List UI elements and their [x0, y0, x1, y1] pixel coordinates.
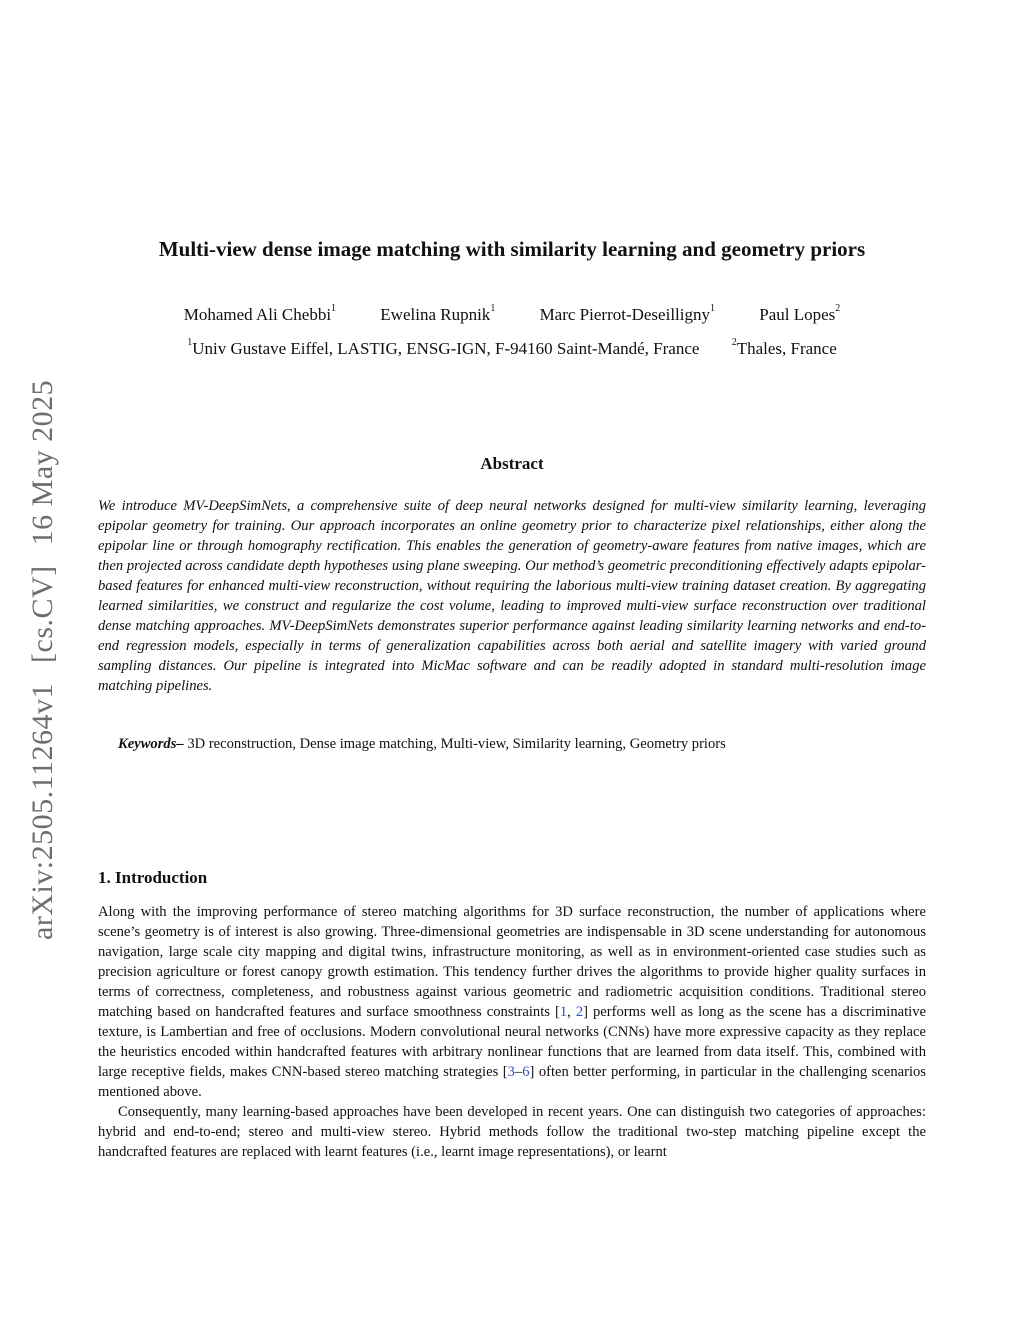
affiliation-list [0, 339, 1024, 359]
keywords [118, 736, 726, 753]
affiliation: $^2$Thales, France [731, 337, 837, 358]
keywords-label: Keywords– [118, 736, 184, 752]
citation-link[interactable]: 2 [575, 1004, 584, 1020]
abstract-heading: Abstract [480, 454, 544, 473]
paragraph: Consequently, many learning-based approaches have been developed in recent years. One can distinguish two categories of approaches: hybrid and end-to-end; stereo and multi-view stereo. Hybrid methods follow the traditional two-step matching pipeline except the handcrafted features are replaced with learnt features (i.e., learnt image representations), or learnt [98, 1104, 926, 1160]
arxiv-category: [cs.CV] [26, 565, 59, 663]
affiliation: $^1$Univ Gustave Eiffel, LASTIG, ENSG-IGN, F-94160 Saint-Mandé, France [187, 337, 700, 358]
arxiv-id: arXiv:2505.11264v1 [26, 682, 59, 940]
arxiv-date: 16 May 2025 [26, 379, 59, 546]
keywords-text: 3D reconstruction, Dense image matching, Multi-view, Similarity learning, Geometry priors [187, 736, 726, 752]
citation-link[interactable]: 6 [522, 1064, 530, 1080]
author: Paul Lopes$^2$ [759, 303, 841, 324]
citation-link[interactable]: 1 [559, 1004, 568, 1020]
introduction-body [98, 902, 926, 1162]
section-heading-introduction: 1. Introduction [98, 868, 208, 887]
author: Marc Pierrot-Deseilligny$^1$ [539, 303, 715, 324]
arxiv-sidebar-stamp [26, 340, 60, 940]
author: Mohamed Ali Chebbi$^1$ [183, 303, 337, 324]
citation-link[interactable]: 3 [507, 1064, 515, 1080]
paper-title: Multi-view dense image matching with similarity learning and geometry priors [158, 237, 866, 261]
author-list [0, 305, 1024, 325]
abstract-text: We introduce MV-DeepSimNets, a comprehensive suite of deep neural networks designed for multi-view similarity learning, leveraging epipolar geometry for training. Our approach incorporates an online geometry prior to characterize pixel relationships, either along the epipolar line or through homography rectification. This enables the generation of geometry-aware features from native images, which are then projected across candidate depth hypotheses using plane sweeping. Our method’s geometric preconditioning effectively adapts epipolar-based features for enhanced multi-view reconstruction, without requiring the laborious multi-view training dataset creation. By aggregating learned similarities, we construct and regularize the cost volume, leading to improved multi-view surface reconstruction over traditional dense matching approaches. MV-DeepSimNets demonstrates superior performance against leading similarity learning networks and end-to-end regression models, especially in terms of generalization capabilities across both aerial and satellite imagery with varied ground sampling distances. Our pipeline is integrated into MicMac software and can be readily adopted in standard multi-resolution image matching pipelines. [98, 498, 926, 694]
author: Ewelina Rupnik$^1$ [380, 303, 496, 324]
paragraph: Along with the improving performance of stereo matching algorithms for 3D surface reconstruction, the number of applications where scene’s geometry is of interest is also growing. Three-dimensional geometries are indispensable in 3D scene understanding for autonomous navigation, large scale city mapping and digital twins, infrastructure monitoring, as well as in environment-oriented case studies such as precision agriculture or forest canopy growth estimation. This tendency further drives the algorithms to provide higher quality surfaces in terms of correctness, completeness, and robustness against various geometric and radiometric acquisition conditions. Traditional stereo matching based on handcrafted features and surface smoothness constraints [1, 2] performs well as long as the scene has a discriminative texture, is Lambertian and free of occlusions. Modern convolutional neural networks (CNNs) have more expressive capacity as they replace the heuristics encoded within handcrafted features with arbitrary nonlinear functions that are learned from data itself. This, combined with large receptive fields, makes CNN-based stereo matching strategies [3–6] often better performing, in particular in the challenging scenarios mentioned above. [98, 904, 926, 1100]
